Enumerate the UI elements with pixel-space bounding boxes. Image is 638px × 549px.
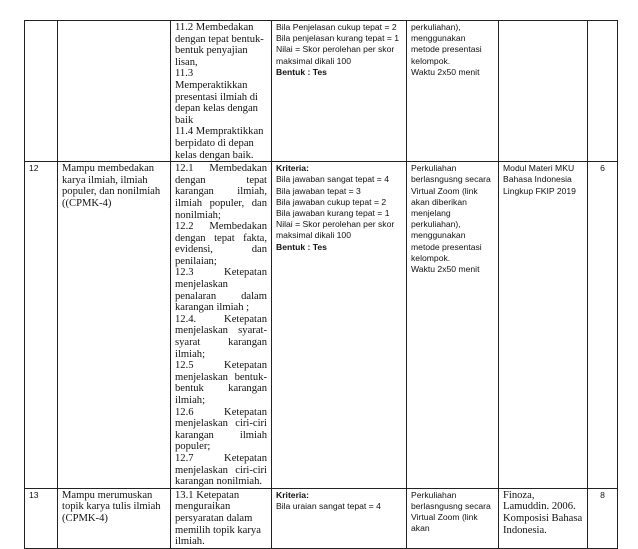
criteria-heading: Kriteria: — [276, 489, 309, 500]
method-cell — [407, 162, 499, 489]
criteria-item: Nilai = Skor perolehan per skor maksimal dikali 100 — [276, 219, 395, 241]
weight-cell: 6 — [588, 162, 618, 489]
method-item: perkuliahan), — [411, 22, 461, 32]
assessment-form: Bentuk : Tes — [276, 241, 327, 252]
lesson-plan-table — [24, 20, 618, 549]
competency-cell: Mampu merumuskan topik karya tulis ilmiah (CPMK-4) — [58, 488, 171, 548]
material-cell — [499, 21, 588, 162]
table-row — [25, 21, 618, 162]
criteria-item: Bila jawaban kurang tepat = 1 — [276, 207, 390, 218]
method-item: Waktu 2x50 menit — [411, 66, 480, 77]
material-cell: Finoza, Lamuddin. 2006. Komposisi Bahasa Indonesia. — [499, 488, 588, 548]
indicator-item: 12.2 Membedakan dengan tepat fakta, evidensi, dan penilaian; — [175, 221, 267, 267]
criteria-item: Bila jawaban tepat = 3 — [276, 185, 361, 196]
method-cell — [407, 488, 499, 548]
assessment-form: Bentuk : Tes — [276, 66, 327, 77]
indicator-item: 11.2 Membedakan dengan tepat bentuk-bentuk penyajian lisan, — [175, 22, 264, 68]
indicator-item: 12.3 Ketepatan menjelaskan penalaran dalam karangan ilmiah ; — [175, 267, 267, 314]
indicator-item: 12.7 Ketepatan menjelaskan ciri-ciri karangan nonilmiah. — [175, 452, 267, 488]
criteria-cell — [272, 488, 407, 548]
criteria-item: Bila uraian sangat tepat = 4 — [276, 500, 381, 511]
criteria-item: Nilai = Skor perolehan per skor maksimal dikali 100 — [276, 44, 395, 66]
criteria-item: Bila jawaban cukup tepat = 2 — [276, 196, 387, 207]
indicator-item: 12.5 Ketepatan menjelaskan bentuk-bentuk karangan ilmiah; — [175, 360, 267, 406]
indicator-item: 12.1 Membedakan dengan tepat karangan ilmiah, ilmiah populer, dan nonilmiah; — [175, 163, 267, 221]
indicator-cell — [171, 162, 272, 489]
method-cell — [407, 21, 499, 162]
indicator-item: 11.3 Memperaktikkan presentasi ilmiah di depan kelas dengan baik — [175, 68, 258, 126]
criteria-heading: Kriteria: — [276, 163, 309, 174]
competency-cell: Mampu membedakan karya ilmiah, ilmiah populer, dan nonilmiah ((CPMK-4) — [58, 162, 171, 489]
indicator-cell — [171, 21, 272, 162]
indicator-cell — [171, 488, 272, 548]
table-row — [25, 162, 618, 489]
table-row — [25, 488, 618, 548]
criteria-item: Bila Penjelasan cukup tepat = 2 — [276, 22, 397, 32]
material-cell: Modul Materi MKU Bahasa Indonesia Lingkup FKIP 2019 — [499, 162, 588, 489]
row-number-cell: 13 — [25, 488, 58, 548]
indicator-item: 12.6 Ketepatan menjelaskan ciri-ciri karangan ilmiah populer; — [175, 406, 267, 453]
row-number-cell — [25, 21, 58, 162]
competency-cell — [58, 21, 171, 162]
criteria-item: Bila jawaban sangat tepat = 4 — [276, 174, 389, 185]
criteria-cell — [272, 162, 407, 489]
criteria-cell — [272, 21, 407, 162]
method-item: Waktu 2x50 menit — [411, 263, 480, 274]
method-item: Perkuliahan berlasngusng secara Virtual Zoom (link akan diberikan menjelang perkuliahan), menggunakan metode presentasi kelompok. — [411, 163, 491, 263]
method-item: Perkuliahan berlasngusng secara Virtual Zoom (link akan — [411, 489, 491, 534]
weight-cell — [588, 21, 618, 162]
weight-cell: 8 — [588, 488, 618, 548]
criteria-item: Bila penjelasan kurang tepat = 1 — [276, 33, 400, 44]
method-item: menggunakan metode presentasi kelompok. — [411, 33, 482, 66]
indicator-item: 11.4 Mempraktikkan berpidato di depan kelas dengan baik. — [175, 126, 264, 161]
row-number-cell: 12 — [25, 162, 58, 489]
indicator-item: 13.1 Ketepatan menguraikan persyaratan dalam memilih topik karya ilmiah. — [175, 489, 261, 548]
indicator-item: 12.4. Ketepatan menjelaskan syarat-syarat karangan ilmiah; — [175, 313, 267, 360]
